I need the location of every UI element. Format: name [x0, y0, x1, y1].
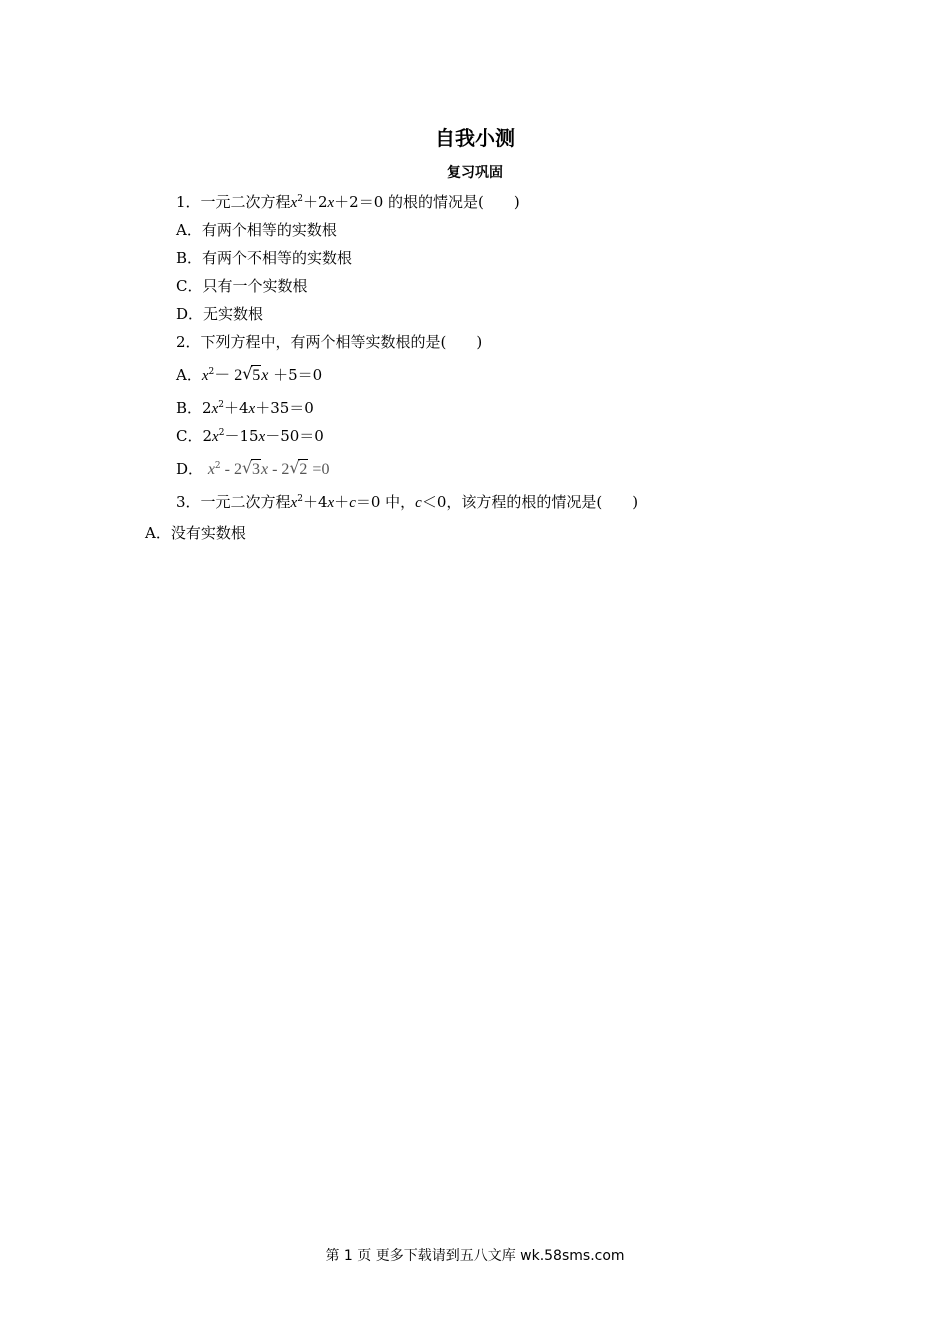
question-2-option-a: A．$x^2- 2$ √ 5x ＋5＝0: [176, 364, 323, 384]
square-root-2: √ 2: [289, 458, 308, 478]
question-1-option-a: A．有两个相等的实数根: [176, 221, 337, 239]
question-2-stem: 2．下列方程中，有两个相等实数根的是( ): [176, 333, 483, 351]
equation-d: $x^2 - 2$ √ 3x - 2 √ 2 =0: [207, 458, 330, 478]
question-1-stem: 1．一元二次方程$x^2+2x+2=0$ 的根的情况是( ): [176, 193, 520, 211]
question-2-option-b: B．$2x^2+4x+35=0$: [176, 399, 314, 417]
page-title: 自我小测: [435, 126, 515, 150]
page-footer: 第 1 页 更多下载请到五八文库 wk.58sms.com: [325, 1248, 625, 1264]
question-3-stem: 3．一元二次方程$x^2+4x+c=0$ 中，c＜0，该方程的根的情况是( ): [176, 493, 639, 511]
square-root-3: √ 3: [241, 458, 260, 478]
question-3-option-a: A．没有实数根: [145, 524, 246, 542]
question-1-option-b: B．有两个不相等的实数根: [176, 249, 353, 267]
question-1-option-d: D．无实数根: [176, 305, 264, 323]
question-1-option-c: C．只有一个实数根: [176, 277, 308, 295]
question-2-option-d: D． $x^2 - 2$ √ 3x - 2 √ 2 =0: [176, 458, 330, 478]
question-2-option-c: C．$2x^2-15x-50=0$: [176, 427, 324, 445]
section-heading: 复习巩固: [447, 165, 503, 181]
square-root-5: √ 5: [242, 364, 261, 384]
